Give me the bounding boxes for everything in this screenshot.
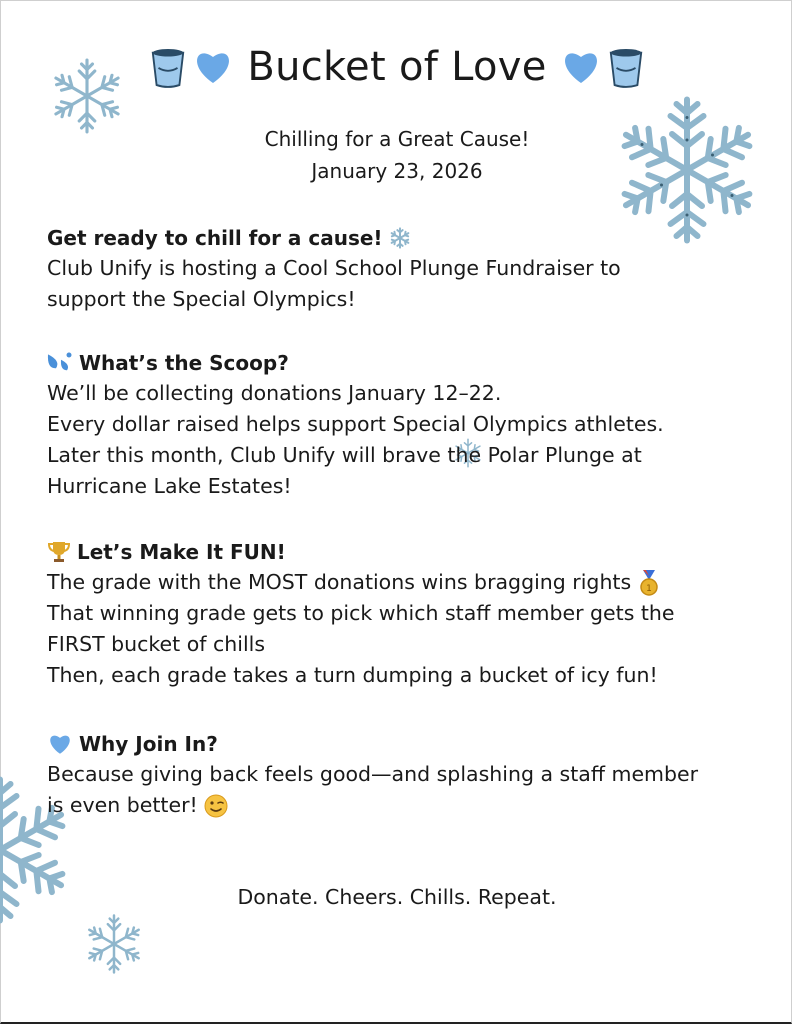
fun-heading-text: Let’s Make It FUN! <box>77 540 286 564</box>
fun-line-text: The grade with the MOST donations wins bragging rights <box>47 570 632 594</box>
page-title: Bucket of Love <box>247 44 547 90</box>
scoop-heading <box>47 348 747 378</box>
blue-heart-icon <box>193 49 233 85</box>
scoop-line: Later this month, Club Unify will brave the Polar Plunge at <box>47 443 642 467</box>
event-date: January 23, 2026 <box>311 159 483 183</box>
fun-line: That winning grade gets to pick which staff member gets the <box>47 601 675 625</box>
snowflake-icon <box>81 913 147 975</box>
intro-heading-text: Get ready to chill for a cause! <box>47 226 383 250</box>
title-row <box>1 37 792 97</box>
why-heading-text: Why Join In? <box>79 732 218 756</box>
svg-text:1: 1 <box>645 584 652 594</box>
intro-line: Club Unify is hosting a Cool School Plunge Fundraiser to <box>47 256 621 280</box>
intro-line: support the Special Olympics! <box>47 287 356 311</box>
scoop-line: Hurricane Lake Estates! <box>47 474 292 498</box>
bucket-icon <box>607 45 645 89</box>
why-section <box>47 729 747 821</box>
snowflake-icon <box>389 227 411 249</box>
scoop-line: We’ll be collecting donations January 12–22. <box>47 381 502 405</box>
fun-heading <box>47 537 747 567</box>
trophy-icon <box>47 540 71 564</box>
why-line <box>47 790 747 821</box>
fun-line: Then, each grade takes a turn dumping a bucket of icy fun! <box>47 663 658 687</box>
why-line-text: is even better! <box>47 793 198 817</box>
subtitle: Chilling for a Great Cause! <box>264 127 530 151</box>
why-heading <box>47 729 747 759</box>
footer-tagline: Donate. Cheers. Chills. Repeat. <box>237 885 557 909</box>
scoop-section <box>47 348 747 502</box>
fun-line: FIRST bucket of chills <box>47 632 266 656</box>
blue-heart-icon <box>561 49 601 85</box>
fun-line <box>47 567 747 598</box>
bucket-icon <box>149 45 187 89</box>
blue-heart-icon <box>47 733 73 755</box>
scoop-heading-text: What’s the Scoop? <box>79 351 289 375</box>
why-line: Because giving back feels good—and splashing a staff member <box>47 762 699 786</box>
intro-heading <box>47 223 747 253</box>
fun-section <box>47 537 747 691</box>
intro-section <box>47 223 747 315</box>
medal-icon <box>638 570 660 596</box>
droplets-icon <box>47 351 73 375</box>
scoop-line: Every dollar raised helps support Special Olympics athletes. <box>47 412 664 436</box>
winking-face-icon <box>204 794 228 818</box>
